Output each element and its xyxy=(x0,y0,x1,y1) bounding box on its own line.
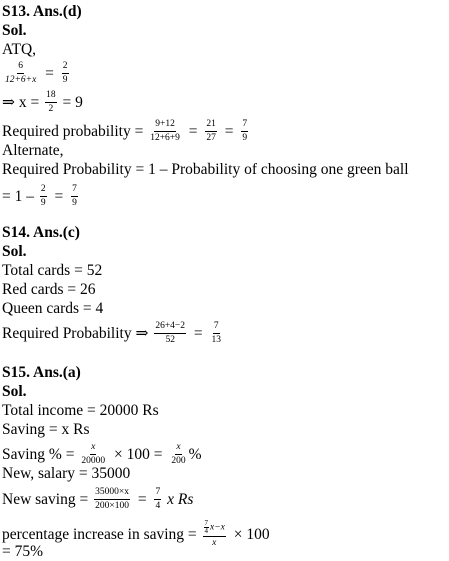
s13-sol-label: Sol. xyxy=(2,22,27,39)
s15-equation-3: percentage increase in saving = $\frac{7}{4}$ x−x x × 100 xyxy=(2,519,270,548)
fraction: $\frac{7}{4}$ xyxy=(204,519,209,535)
fraction: $\frac{21}{27}$ xyxy=(206,119,216,143)
s15-saving: Saving = x Rs xyxy=(2,421,90,438)
s15-result: = 75% xyxy=(2,543,44,560)
fraction: $\frac{26+4-2}{52}$ xyxy=(155,321,186,345)
s13-equation-1: $\frac{6}{12+6+x}$ = $\frac{2}{9}$ xyxy=(5,61,68,85)
s13-equation-4: = 1 – $\frac{2}{9}$ = $\frac{7}{9}$ xyxy=(2,184,77,208)
fraction: $\frac{7}{9}$ xyxy=(242,119,248,143)
s13-equation-3: Required probability = $\frac{9+12}{12+6+9}$ = $\frac{21}{27}$ = $\frac{7}{9}$ xyxy=(2,119,248,143)
s14-queen-cards: Queen cards = 4 xyxy=(2,300,104,317)
s14-equation: Required Probability ⇒ $\frac{26+4-2}{52}$ = $\frac{7}{13}$ xyxy=(2,321,222,345)
fraction: $\frac{9+12}{12+6+9}$ xyxy=(150,119,180,143)
s14-heading: S14. Ans.(c) xyxy=(2,224,80,241)
s13-atq: ATQ, xyxy=(2,41,37,58)
fraction: $\frac{18}{2}$ xyxy=(46,90,56,114)
s13-equation-2: ⇒ x = $\frac{18}{2}$ = 9 xyxy=(2,90,83,114)
s13-required-text: Required Probability = 1 – Probability of choosing one green ball xyxy=(2,161,409,178)
s13-alternate: Alternate, xyxy=(2,142,64,159)
s15-equation-1: Saving % = $\frac{x}{20000}$ × 100 = $\frac{x}{200}$ % xyxy=(2,442,202,466)
s15-total-income: Total income = 20000 Rs xyxy=(2,402,159,419)
s13-heading: S13. Ans.(d) xyxy=(2,3,82,20)
s15-equation-2: New saving = $\frac{35000\times x}{200\times 100}$ = $\frac{7}{4}$ x Rs xyxy=(2,487,194,511)
fraction: $\frac{x}{20000}$ xyxy=(81,442,106,466)
fraction: $\frac{7}{4}$ xyxy=(155,487,161,511)
fraction: $\frac{2}{9}$ xyxy=(62,61,68,85)
fraction: $\frac{7}{9}$ xyxy=(72,184,77,208)
fraction: $\frac{6}{12+6+x}$ xyxy=(5,61,37,85)
s14-total-cards: Total cards = 52 xyxy=(2,262,103,279)
s15-heading: S15. Ans.(a) xyxy=(2,364,81,381)
fraction: $\frac{2}{9}$ xyxy=(40,184,46,208)
fraction: $\frac{7}{4}$ x−x x xyxy=(204,519,225,548)
fraction: $\frac{x}{200}$ xyxy=(171,442,186,466)
s14-sol-label: Sol. xyxy=(2,243,27,260)
s15-new-salary: New, salary = 35000 xyxy=(2,465,131,482)
s14-red-cards: Red cards = 26 xyxy=(2,281,96,298)
s15-sol-label: Sol. xyxy=(2,383,27,400)
fraction: $\frac{7}{13}$ xyxy=(211,321,222,345)
fraction: $\frac{35000\times x}{200\times 100}$ xyxy=(95,487,129,511)
